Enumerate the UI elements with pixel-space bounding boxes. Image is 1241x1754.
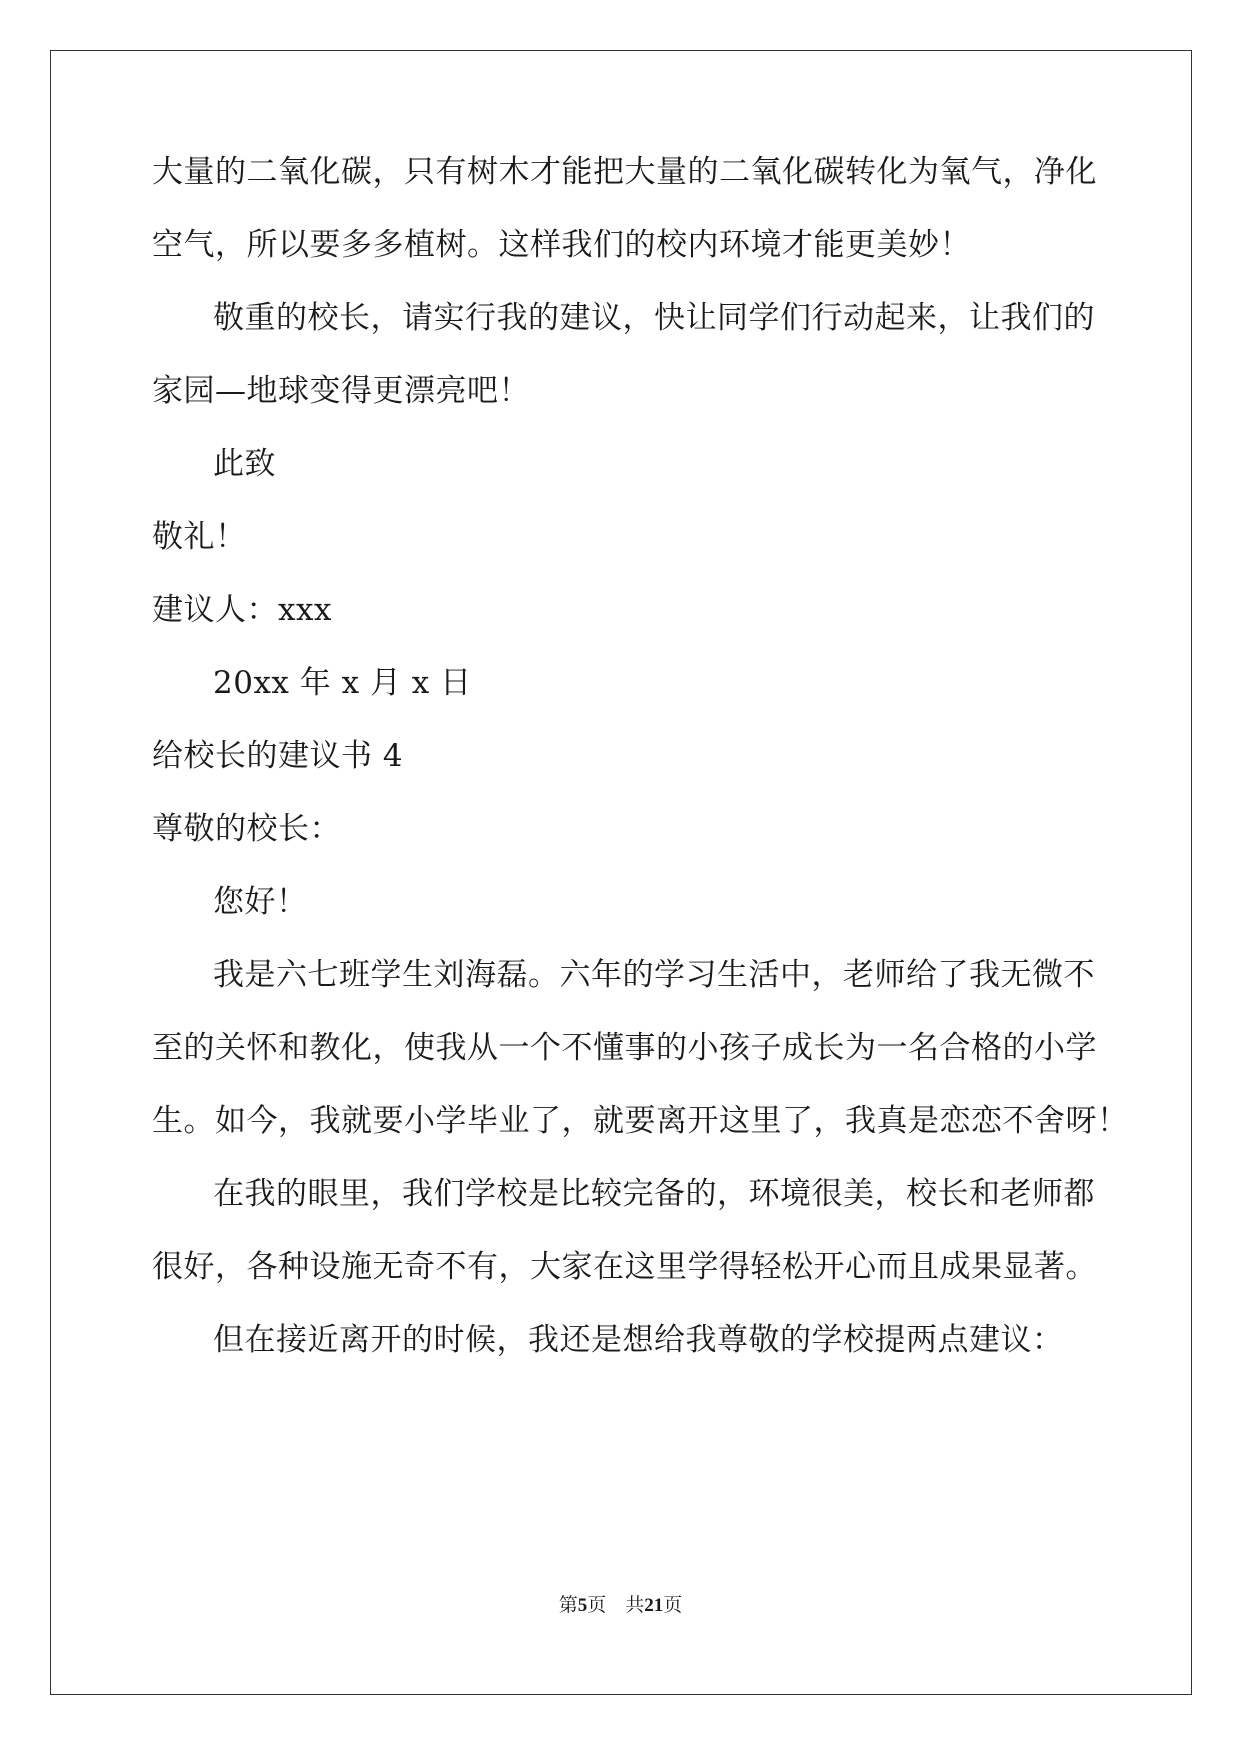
body-line: 敬重的校长，请实行我的建议，快让同学们行动起来，让我们的 [213, 300, 1095, 336]
closing-regards: 敬礼！ [152, 519, 247, 555]
body-line: 家园—地球变得更漂亮吧！ [152, 373, 530, 409]
body-line: 生。如今，我就要小学毕业了，就要离开这里了，我真是恋恋不舍呀！ [152, 1103, 1129, 1139]
total-page-number: 21 [644, 1595, 664, 1616]
body-line: 很好，各种设施无奇不有，大家在这里学得轻松开心而且成果显著。 [152, 1249, 1097, 1285]
signature-line: 建议人：xxx [152, 592, 332, 628]
page-border [50, 50, 1192, 1695]
date-line: 20xx 年 x 月 x 日 [213, 665, 472, 701]
closing-salutation: 此致 [213, 446, 276, 482]
body-line: 但在接近离开的时候，我还是想给我尊敬的学校提两点建议： [213, 1322, 1064, 1358]
total-prefix: 共 [625, 1595, 645, 1616]
current-page-number: 5 [577, 1595, 588, 1616]
body-line: 在我的眼里，我们学校是比较完备的，环境很美，校长和老师都 [213, 1176, 1095, 1212]
page-prefix: 第 [558, 1595, 578, 1616]
total-unit: 页 [663, 1595, 683, 1616]
body-line: 至的关怀和教化，使我从一个不懂事的小孩子成长为一名合格的小学 [152, 1030, 1097, 1066]
section-title: 给校长的建议书 4 [152, 738, 404, 774]
body-line: 空气，所以要多多植树。这样我们的校内环境才能更美妙！ [152, 227, 971, 263]
body-line: 我是六七班学生刘海磊。六年的学习生活中，老师给了我无微不 [213, 957, 1095, 993]
body-line: 大量的二氧化碳，只有树木才能把大量的二氧化碳转化为氧气，净化 [152, 154, 1097, 190]
page-unit: 页 [587, 1595, 607, 1616]
greeting: 尊敬的校长： [152, 811, 341, 847]
greeting-hello: 您好！ [213, 884, 308, 920]
page-number-footer [0, 1590, 1241, 1617]
